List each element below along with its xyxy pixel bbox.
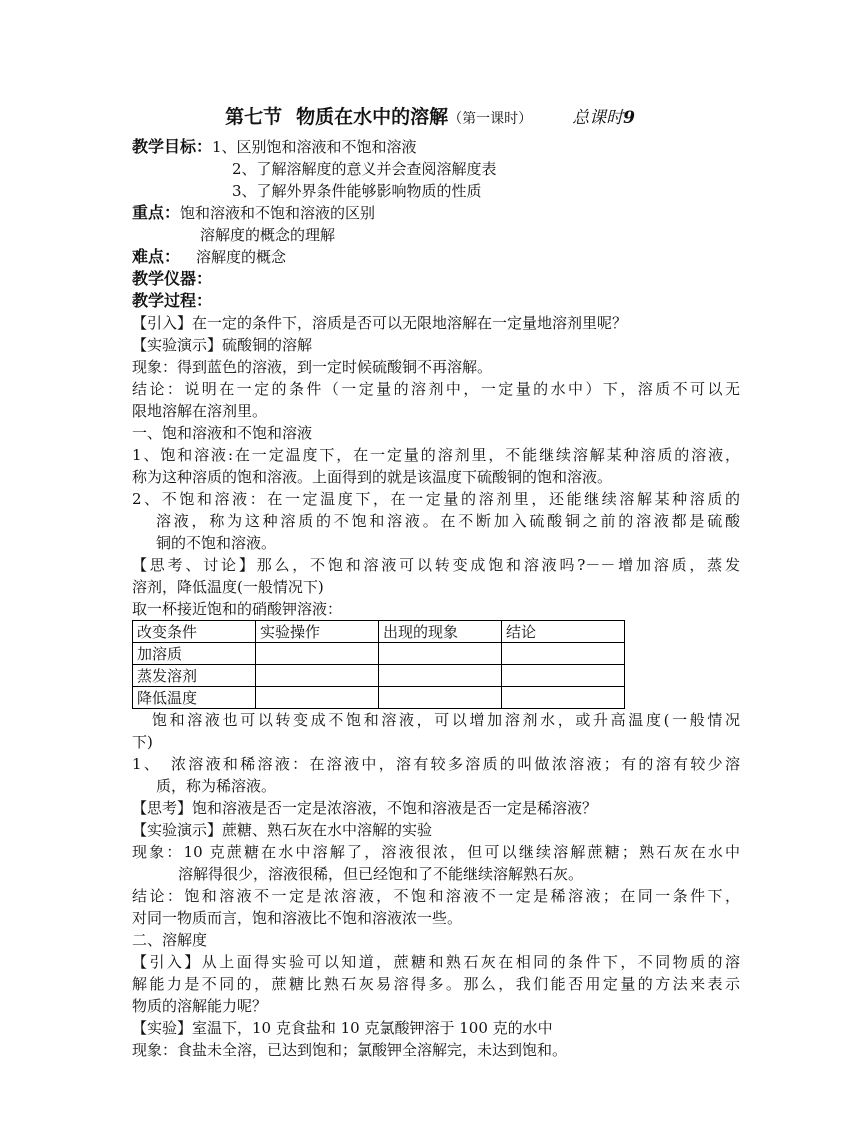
- table-cell: [502, 643, 625, 665]
- experiment-3: 【实验】室温下，10 克食盐和 10 克氯酸钾溶于 100 克的水中: [132, 1019, 553, 1037]
- conclusion-2b: 对同一物质而言，饱和溶液比不饱和溶液浓一些。: [132, 909, 463, 927]
- observation-3: 现象：食盐未全溶，已达到饱和；氯酸钾全溶解完，未达到饱和。: [132, 1041, 568, 1059]
- table-cell: [256, 643, 379, 665]
- difficulty-line: 难点： 溶解度的概念: [132, 247, 287, 266]
- objectives-line-2: 2、了解溶解度的意义并会查阅溶解度表: [232, 160, 497, 178]
- section-2-heading: 二、溶解度: [132, 931, 208, 949]
- saturated-def-b: 称为这种溶质的饱和溶液。上面得到的就是该温度下硫酸铜的饱和溶液。: [132, 468, 613, 486]
- table-cell: [502, 665, 625, 687]
- demo-1: 【实验演示】硫酸铜的溶解: [132, 336, 313, 354]
- observation-2b: 溶解得很少，溶液很稀，但已经饱和了不能继续溶解熟石灰。: [178, 865, 584, 883]
- objectives-line-3: 3、了解外界条件能够影响物质的性质: [232, 182, 482, 200]
- page-title: [0, 102, 860, 129]
- think-1b: 溶剂，降低温度(一般情况下): [132, 578, 324, 596]
- concentrated-def-b: 质，称为稀溶液。: [156, 777, 277, 795]
- section-1-heading: 一、饱和溶液和不饱和溶液: [132, 424, 313, 442]
- key-points-line-1: 重点：饱和溶液和不饱和溶液的区别: [132, 203, 376, 222]
- process-heading: 教学过程：: [132, 291, 213, 310]
- unsaturated-def-c: 铜的不饱和溶液。: [156, 534, 277, 552]
- demo-2: 【实验演示】蔗糖、熟石灰在水中溶解的实验: [132, 821, 433, 839]
- table-row: [133, 665, 625, 687]
- lesson-label: （第一课时）: [448, 111, 533, 127]
- table-header-row: [133, 621, 625, 643]
- conclusion-1b: 限地溶解在溶剂里。: [132, 402, 268, 420]
- table-cell: [256, 665, 379, 687]
- table-cell: 蒸发溶剂: [133, 665, 256, 687]
- unsaturated-def-a: 2、不饱和溶液：在一定温度下，在一定量的溶剂里，还能继续溶解某种溶质的: [132, 490, 740, 508]
- instruments-heading: 教学仪器：: [132, 269, 213, 288]
- conclusion-2a: 结论：饱和溶液不一定是浓溶液，不饱和溶液不一定是稀溶液；在同一条件下，: [132, 887, 740, 905]
- reverse-conversion-a: 饱和溶液也可以转变成不饱和溶液，可以增加溶剂水，或升高温度(一般情况: [152, 711, 740, 729]
- key-points-line-2: 溶解度的概念的理解: [200, 226, 336, 244]
- think-2: 【思考】饱和溶液是否一定是浓溶液，不饱和溶液是否一定是稀溶液？: [132, 799, 598, 817]
- table-cell: [379, 643, 502, 665]
- table-cell: 加溶质: [133, 643, 256, 665]
- section-title: 物质在水中的溶解: [296, 106, 449, 128]
- saturated-def-a: 1、饱和溶液:在一定温度下，在一定量的溶剂里，不能继续溶解某种溶质的溶液，: [132, 446, 740, 464]
- conclusion-1a: 结论：说明在一定的条件（一定量的溶剂中，一定量的水中）下，溶质不可以无: [132, 380, 740, 398]
- concentrated-def-a: 1、 浓溶液和稀溶液：在溶液中，溶有较多溶质的叫做浓溶液；有的溶有较少溶: [132, 755, 740, 773]
- section-number: 第七节: [225, 106, 283, 128]
- table-cell: [379, 665, 502, 687]
- intro-1: 【引入】在一定的条件下，溶质是否可以无限地溶解在一定量地溶剂里呢？: [132, 314, 628, 332]
- take-cup: 取一杯接近饱和的硝酸钾溶液：: [132, 600, 343, 618]
- intro-2b: 解能力是不同的，蔗糖比熟石灰易溶得多。那么，我们能否用定量的方法来表示: [132, 975, 740, 993]
- table-cell: [502, 687, 625, 709]
- total-lessons: 总课时9: [572, 108, 635, 128]
- observation-1: 现象：得到蓝色的溶液，到一定时候硫酸铜不再溶解。: [132, 358, 493, 376]
- reverse-conversion-b: 下): [132, 733, 153, 751]
- table-cell: 降低温度: [133, 687, 256, 709]
- table-row: [133, 687, 625, 709]
- table-header: 改变条件: [133, 621, 256, 643]
- observation-2a: 现象：10 克蔗糖在水中溶解了，溶液很浓，但可以继续溶解蔗糖；熟石灰在水中: [132, 843, 740, 861]
- table-cell: [379, 687, 502, 709]
- table-cell: [256, 687, 379, 709]
- intro-2c: 物质的溶解能力呢？: [132, 997, 268, 1015]
- think-1a: 【思考、讨论】那么，不饱和溶液可以转变成饱和溶液吗?－－增加溶质，蒸发: [132, 556, 740, 574]
- table-header: 结论: [502, 621, 625, 643]
- intro-2a: 【引入】从上面得实验可以知道，蔗糖和熟石灰在相同的条件下，不同物质的溶: [132, 953, 740, 971]
- table-header: 出现的现象: [379, 621, 502, 643]
- unsaturated-def-b: 溶液，称为这种溶质的不饱和溶液。在不断加入硫酸铜之前的溶液都是硫酸: [156, 512, 740, 530]
- conditions-table: [132, 620, 625, 709]
- objectives-line-1: 教学目标：1、区别饱和溶液和不饱和溶液: [132, 137, 417, 156]
- document-body: [132, 136, 740, 1061]
- table-row: [133, 643, 625, 665]
- table-header: 实验操作: [256, 621, 379, 643]
